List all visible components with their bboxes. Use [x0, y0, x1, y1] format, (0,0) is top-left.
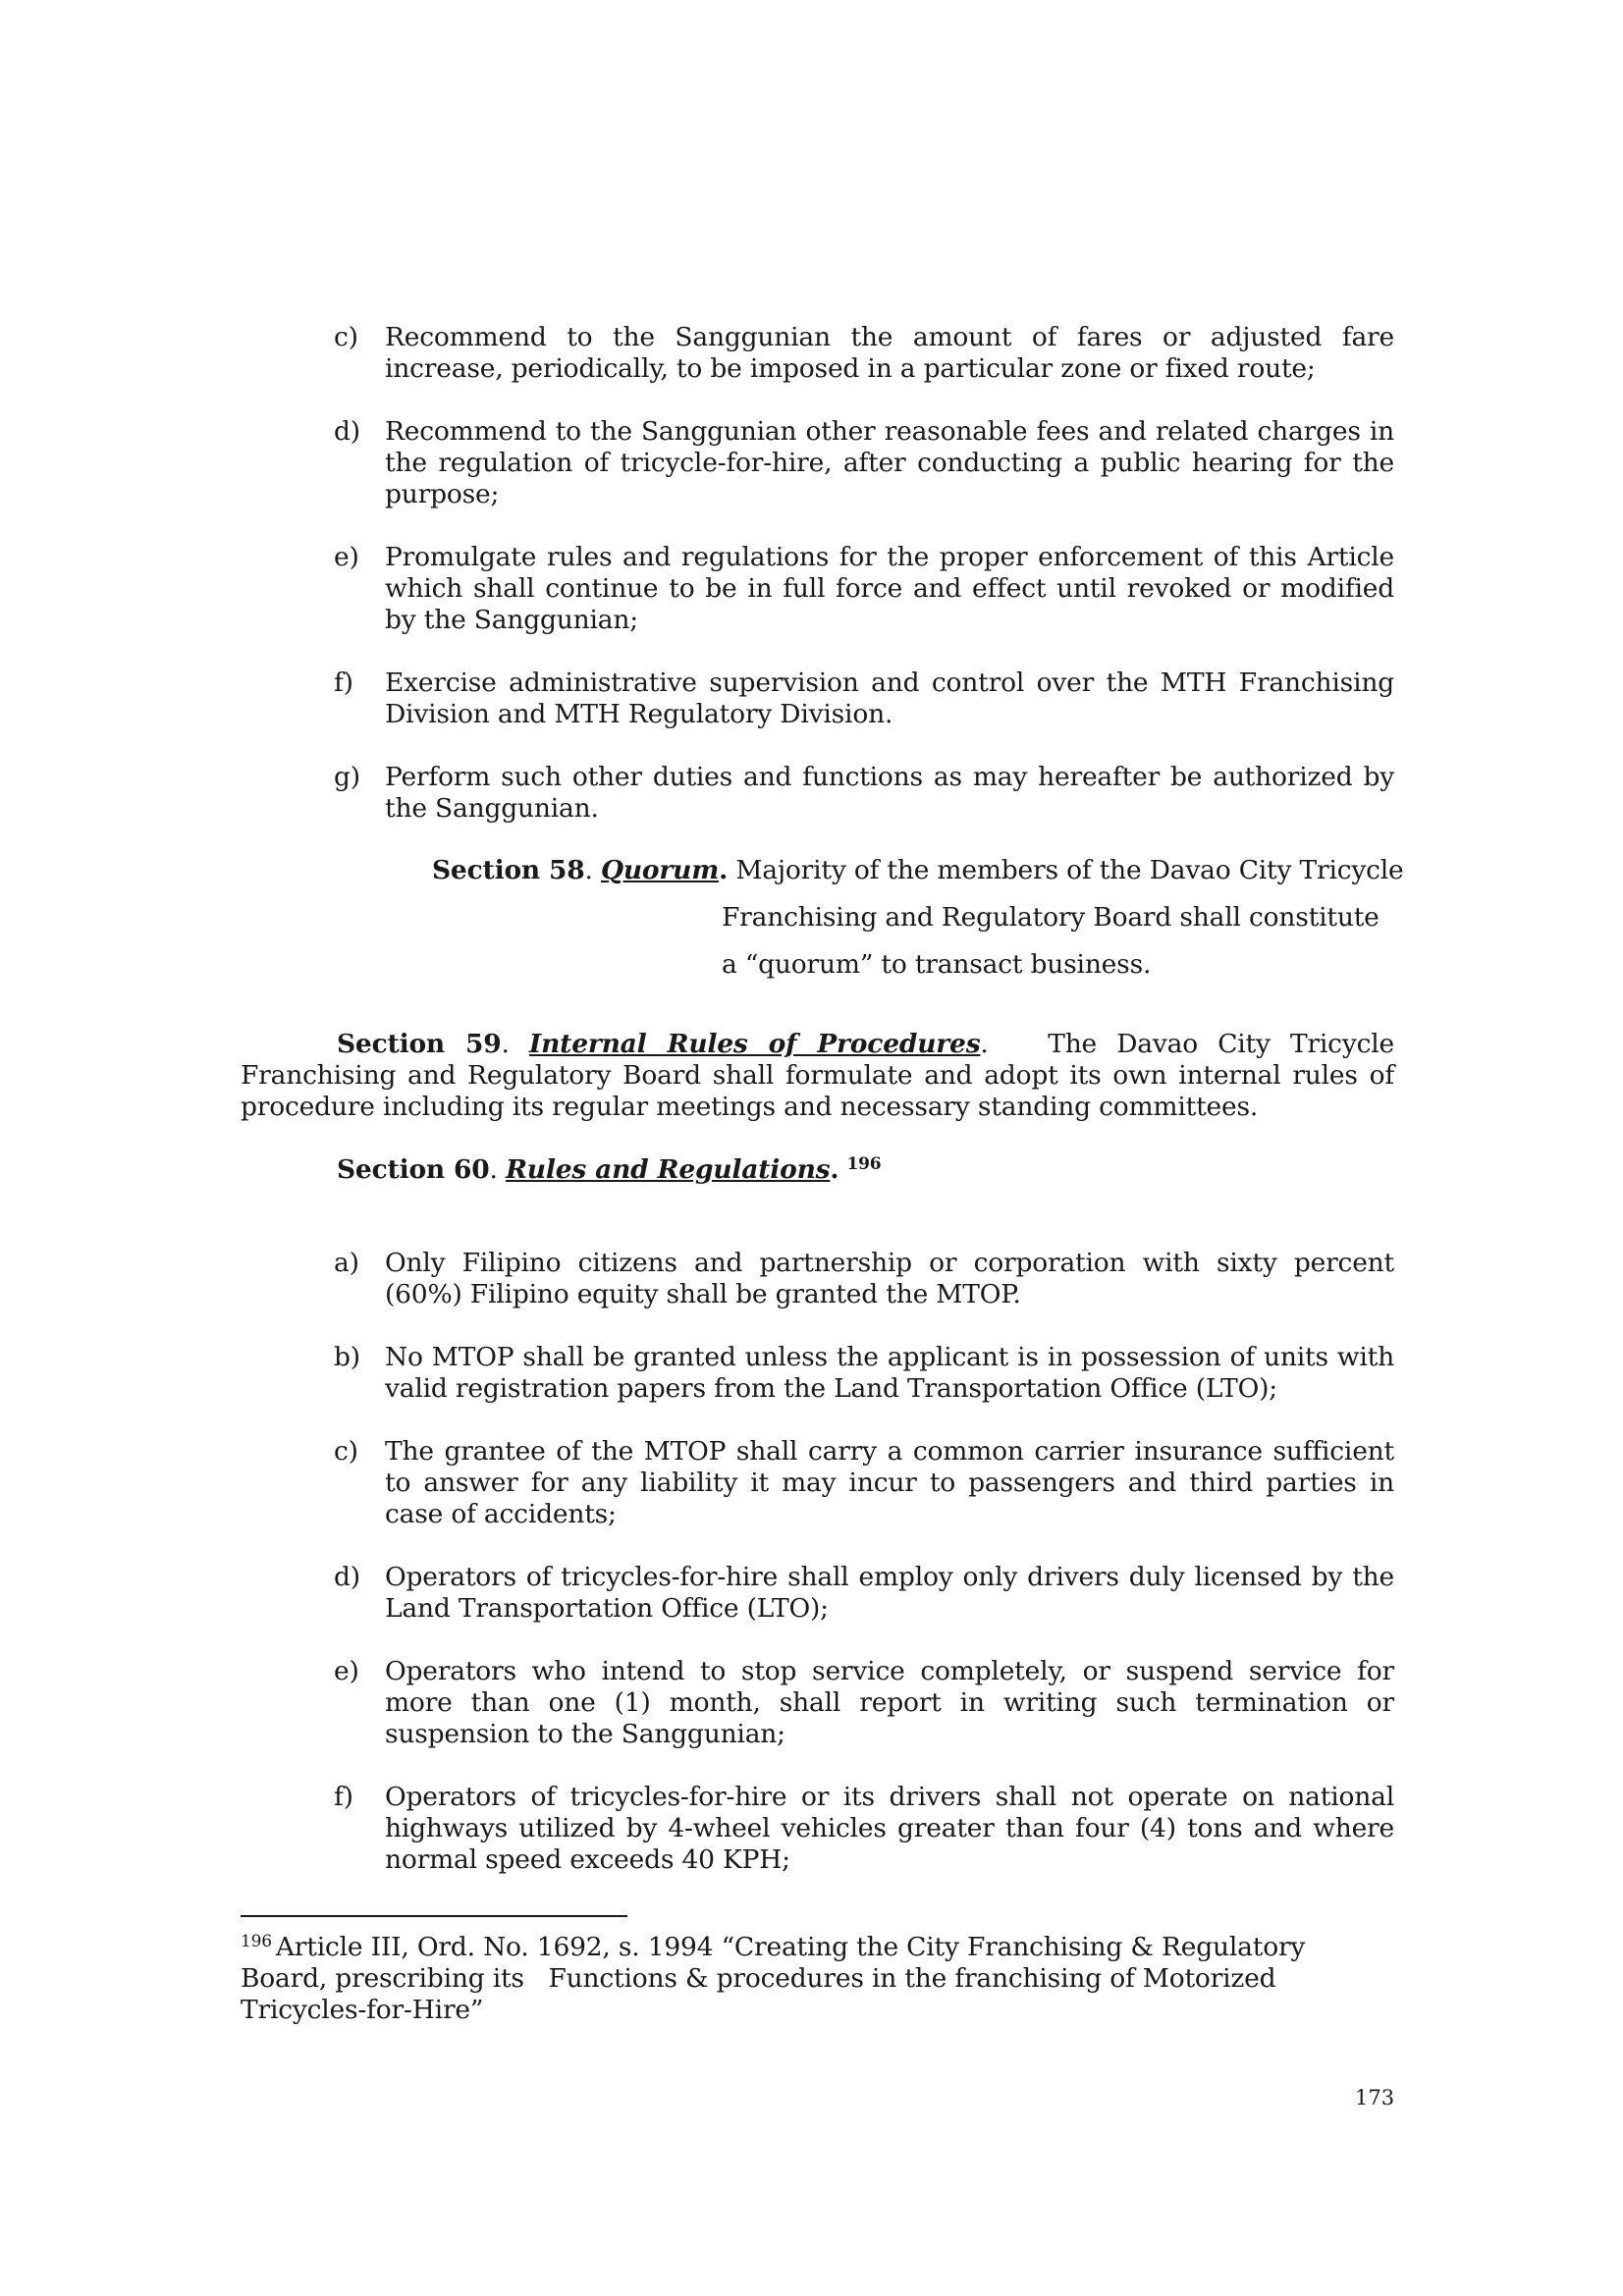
footnote [241, 1932, 1321, 2026]
list-marker: d) [334, 1562, 360, 1592]
list-item-text: Promulgate rules and regulations for the proper enforcement of this Article which shall continue to be in full force and effect until revoked or modified by the Sanggunian; [385, 542, 1394, 635]
list-item-text: Recommend to the Sanggunian other reasonable fees and related charges in the regulation of tricycle-for-hire, after conducting a public hearing for the purpose; [385, 416, 1394, 509]
list-item-a [334, 1248, 1394, 1310]
list-item-text: Only Filipino citizens and partnership or corporation with sixty percent (60%) Filipino equity shall be granted the MTOP. [385, 1248, 1394, 1309]
list-marker: d) [334, 416, 360, 447]
footnote-number: 196 [241, 1932, 272, 1951]
section-59: Section 59. Internal Rules of Procedures. The Davao City Tricycle Franchising and Regulatory Board shall formulate and adopt its own internal rules of procedure including its regular meetings and necessary standing committees. [241, 1029, 1394, 1122]
section-60-title: Rules and Regulations [505, 1154, 831, 1185]
list-item-e-top [334, 542, 1394, 636]
footnote-divider [241, 1915, 627, 1917]
list-marker: e) [334, 542, 359, 572]
section-58-line-1: Section 58. Quorum. Majority of the members of the Davao City Tricycle [432, 855, 1404, 885]
list-item-text: Recommend to the Sanggunian the amount of fares or adjusted fare increase, periodically, to be imposed in a particular zone or fixed route; [385, 322, 1394, 384]
section-58-text-3: a “quorum” to transact business. [722, 949, 1152, 980]
list-item-text: Operators of tricycles-for-hire shall employ only drivers duly licensed by the Land Transportation Office (LTO); [385, 1562, 1394, 1624]
section-58-number: Section 58 [432, 855, 585, 885]
section-58-text-2: Franchising and Regulatory Board shall constitute [722, 902, 1380, 933]
list-marker: c) [334, 322, 358, 352]
list-item-text: No MTOP shall be granted unless the applicant is in possession of units with valid registration papers from the Land Transportation Office (LTO); [385, 1342, 1394, 1404]
list-marker: g) [334, 762, 360, 792]
list-marker: f) [334, 1782, 353, 1812]
list-item-text: The grantee of the MTOP shall carry a common carrier insurance sufficient to answer for any liability it may incur to passengers and third parties in case of accidents; [385, 1436, 1394, 1529]
section-59-text: The Davao City Tricycle Franchising and Regulatory Board shall formulate and adopt its own internal rules of procedure including its regular meetings and necessary standing committees. [241, 1029, 1394, 1122]
list-item-text: Operators of tricycles-for-hire or its drivers shall not operate on national highways utilized by 4-wheel vehicles greater than four (4) tons and where normal speed exceeds 40 KPH; [385, 1782, 1394, 1875]
footnote-line-3: Tricycles-for-Hire” [241, 1995, 484, 2025]
footnote-line-1 [241, 1932, 1321, 1963]
list-marker: b) [334, 1342, 360, 1372]
section-60: Section 60. Rules and Regulations. $^{196}$ [337, 1154, 882, 1185]
footnote-reference: 196 [846, 1154, 882, 1174]
list-marker: e) [334, 1656, 359, 1686]
footnote-text-1: Article III, Ord. No. 1692, s. 1994 “Creating the City Franchising & Regulatory [275, 1932, 1306, 1962]
list-marker: a) [334, 1248, 359, 1278]
list-item-text: Exercise administrative supervision and control over the MTH Franchising Division and MTH Regulatory Division. [385, 667, 1394, 729]
list-item-text: Operators who intend to stop service completely, or suspend service for more than one (1) month, shall report in writing such termination or suspension to the Sanggunian; [385, 1656, 1394, 1749]
section-59-title: Internal Rules of Procedures [528, 1029, 981, 1059]
list-marker: f) [334, 667, 353, 698]
page-number: 173 [1355, 2086, 1395, 2109]
list-item-e [334, 1656, 1394, 1750]
list-item-c [334, 1436, 1394, 1530]
list-item-f-top [334, 667, 1394, 730]
list-item-f [334, 1782, 1394, 1876]
section-58-title: Quorum [600, 855, 720, 885]
section-60-number: Section 60 [337, 1154, 490, 1185]
section-58 [432, 855, 1414, 996]
section-59-number: Section 59 [337, 1029, 502, 1059]
list-item-c-top [334, 322, 1394, 385]
list-item-text: Perform such other duties and functions as may hereafter be authorized by the Sanggunian. [385, 762, 1394, 824]
list-item-g-top [334, 762, 1394, 825]
section-58-text-1: Majority of the members of the Davao City Tricycle [735, 855, 1404, 885]
list-marker: c) [334, 1436, 358, 1467]
list-item-b [334, 1342, 1394, 1405]
list-item-d [334, 1562, 1394, 1625]
list-item-d-top [334, 416, 1394, 510]
footnote-line-2: Board, prescribing its Functions & procedures in the franchising of Motorized [241, 1963, 1276, 1994]
